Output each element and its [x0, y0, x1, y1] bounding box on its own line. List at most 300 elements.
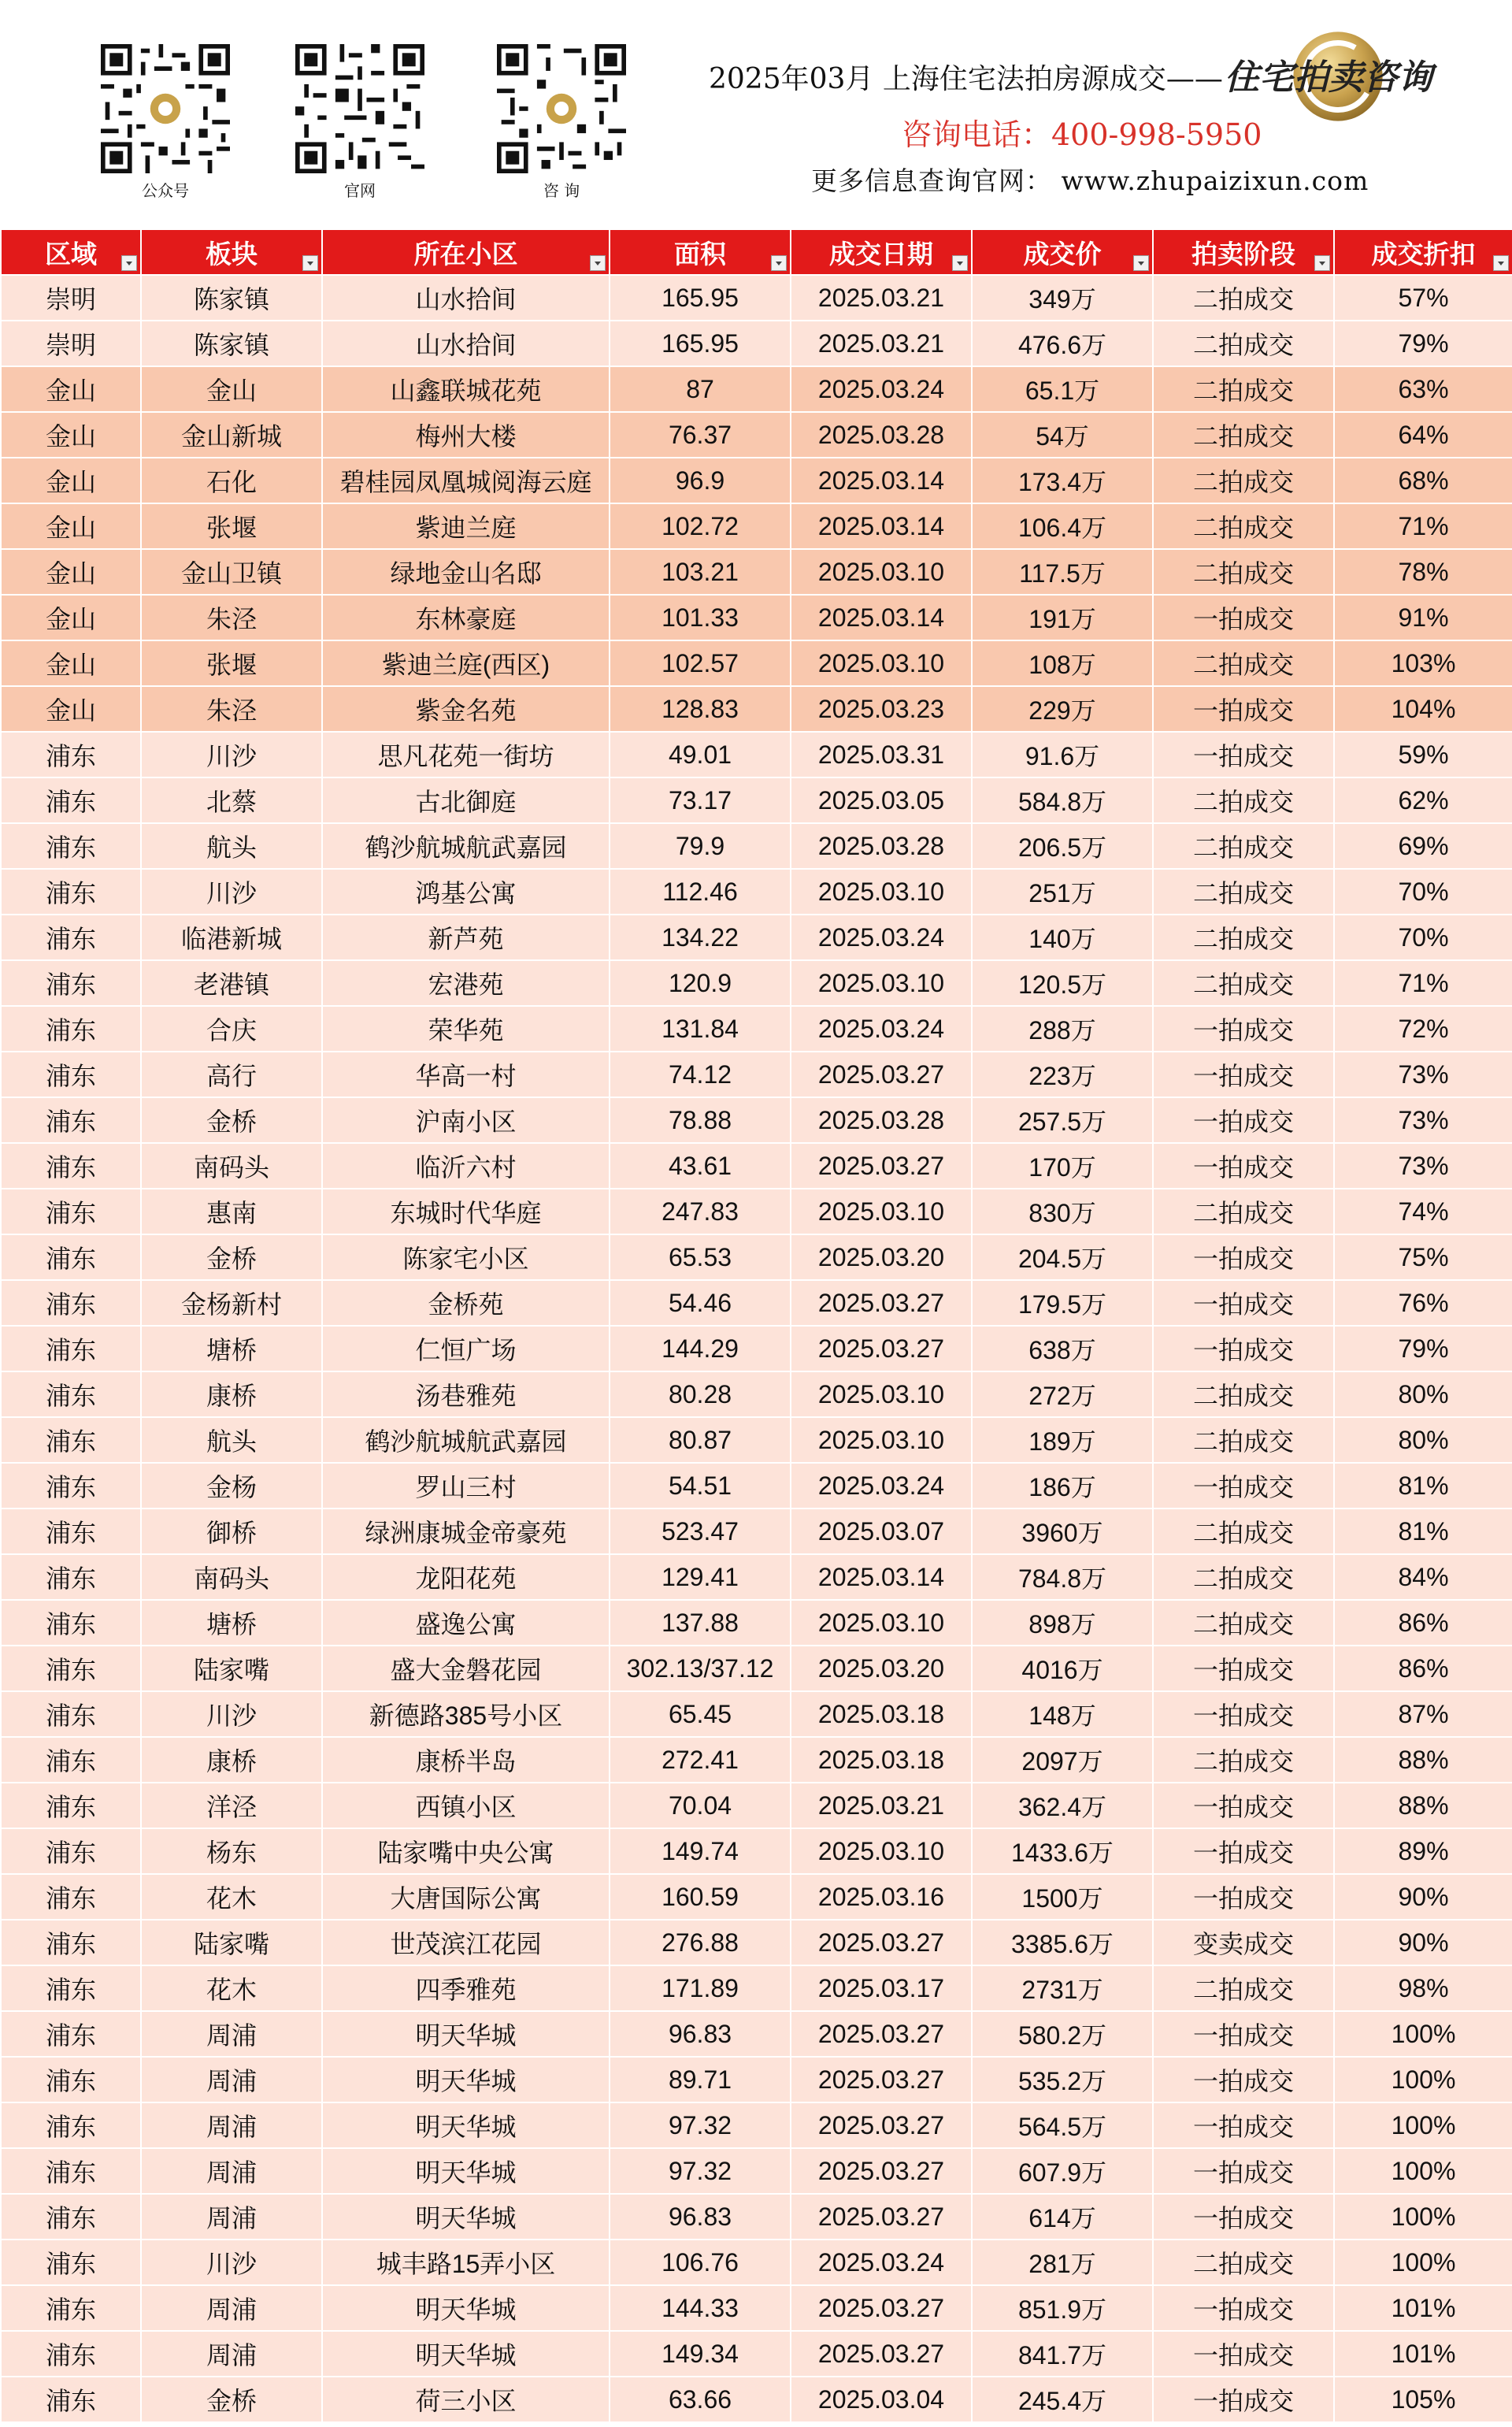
cell-size: 74.12 — [610, 1052, 791, 1097]
cell-area: 周浦 — [141, 2148, 322, 2194]
cell-area: 御桥 — [141, 1509, 322, 1554]
cell-stage: 一拍成交 — [1153, 686, 1334, 732]
cell-price: 189万 — [972, 1417, 1153, 1463]
cell-discount: 86% — [1334, 1646, 1512, 1691]
cell-size: 80.87 — [610, 1417, 791, 1463]
table-row — [1, 1737, 1512, 1783]
cell-size: 128.83 — [610, 686, 791, 732]
cell-community: 紫迪兰庭 — [322, 503, 610, 549]
cell-price: 204.5万 — [972, 1234, 1153, 1280]
cell-size: 131.84 — [610, 1006, 791, 1052]
cell-area: 塘桥 — [141, 1600, 322, 1646]
cell-date: 2025.03.28 — [791, 823, 972, 869]
column-header-district[interactable]: 区域 — [1, 229, 141, 275]
cell-community: 华高一村 — [322, 1052, 610, 1097]
filter-dropdown-icon[interactable] — [1314, 255, 1330, 271]
cell-community: 绿地金山名邸 — [322, 549, 610, 595]
consult-phone: 咨询电话：400-998-5950 — [902, 117, 1262, 152]
cell-size: 73.17 — [610, 777, 791, 823]
cell-size: 97.32 — [610, 2102, 791, 2148]
cell-size: 103.21 — [610, 549, 791, 595]
cell-discount: 105% — [1334, 2377, 1512, 2422]
table-row — [1, 1600, 1512, 1646]
table-row — [1, 732, 1512, 777]
cell-size: 112.46 — [610, 869, 791, 915]
cell-price: 257.5万 — [972, 1097, 1153, 1143]
cell-district: 金山 — [1, 503, 141, 549]
cell-district: 浦东 — [1, 1143, 141, 1189]
cell-price: 1433.6万 — [972, 1828, 1153, 1874]
cell-community: 康桥半岛 — [322, 1737, 610, 1783]
cell-district: 浦东 — [1, 1189, 141, 1234]
page-header — [0, 0, 1512, 227]
cell-discount: 71% — [1334, 503, 1512, 549]
cell-price: 841.7万 — [972, 2331, 1153, 2377]
table-row — [1, 823, 1512, 869]
cell-discount: 73% — [1334, 1143, 1512, 1189]
cell-community: 四季雅苑 — [322, 1965, 610, 2011]
cell-price: 349万 — [972, 275, 1153, 321]
cell-area: 金山卫镇 — [141, 549, 322, 595]
cell-size: 78.88 — [610, 1097, 791, 1143]
cell-date: 2025.03.27 — [791, 1280, 972, 1326]
cell-community: 沪南小区 — [322, 1097, 610, 1143]
cell-price: 638万 — [972, 1326, 1153, 1371]
cell-size: 87 — [610, 366, 791, 412]
cell-size: 49.01 — [610, 732, 791, 777]
cell-size: 70.04 — [610, 1783, 791, 1828]
table-row — [1, 1143, 1512, 1189]
table-row — [1, 1509, 1512, 1554]
column-header-area[interactable]: 板块 — [141, 229, 322, 275]
cell-community: 明天华城 — [322, 2148, 610, 2194]
cell-size: 149.74 — [610, 1828, 791, 1874]
cell-community: 荣华苑 — [322, 1006, 610, 1052]
cell-area: 老港镇 — [141, 960, 322, 1006]
filter-dropdown-icon[interactable] — [771, 255, 787, 271]
cell-stage: 二拍成交 — [1153, 549, 1334, 595]
cell-district: 浦东 — [1, 1326, 141, 1371]
cell-area: 周浦 — [141, 2194, 322, 2240]
cell-area: 陈家镇 — [141, 321, 322, 366]
cell-district: 浦东 — [1, 1554, 141, 1600]
column-header-size[interactable]: 面积 — [610, 229, 791, 275]
cell-stage: 二拍成交 — [1153, 823, 1334, 869]
cell-price: 120.5万 — [972, 960, 1153, 1006]
cell-date: 2025.03.10 — [791, 1828, 972, 1874]
table-row — [1, 1920, 1512, 1965]
filter-dropdown-icon[interactable] — [1493, 255, 1509, 271]
cell-date: 2025.03.10 — [791, 1600, 972, 1646]
cell-price: 108万 — [972, 640, 1153, 686]
table-row — [1, 1189, 1512, 1234]
cell-date: 2025.03.21 — [791, 321, 972, 366]
table-row — [1, 2194, 1512, 2240]
cell-discount: 68% — [1334, 458, 1512, 503]
cell-area: 康桥 — [141, 1737, 322, 1783]
cell-discount: 72% — [1334, 1006, 1512, 1052]
cell-stage: 一拍成交 — [1153, 2011, 1334, 2057]
qr-block-wechat — [98, 44, 232, 201]
cell-district: 浦东 — [1, 1920, 141, 1965]
cell-community: 罗山三村 — [322, 1463, 610, 1509]
cell-area: 洋泾 — [141, 1783, 322, 1828]
cell-district: 浦东 — [1, 2011, 141, 2057]
cell-size: 134.22 — [610, 915, 791, 960]
filter-dropdown-icon[interactable] — [1133, 255, 1149, 271]
cell-date: 2025.03.21 — [791, 1783, 972, 1828]
table-row — [1, 275, 1512, 321]
cell-district: 浦东 — [1, 2102, 141, 2148]
cell-stage: 一拍成交 — [1153, 2285, 1334, 2331]
filter-dropdown-icon[interactable] — [302, 255, 318, 271]
cell-stage: 二拍成交 — [1153, 1737, 1334, 1783]
cell-date: 2025.03.27 — [791, 1143, 972, 1189]
cell-area: 金杨新村 — [141, 1280, 322, 1326]
cell-stage: 一拍成交 — [1153, 1463, 1334, 1509]
cell-price: 1500万 — [972, 1874, 1153, 1920]
cell-price: 4016万 — [972, 1646, 1153, 1691]
cell-date: 2025.03.20 — [791, 1234, 972, 1280]
column-header-discount[interactable]: 成交折扣 — [1334, 229, 1512, 275]
cell-discount: 80% — [1334, 1417, 1512, 1463]
cell-area: 合庆 — [141, 1006, 322, 1052]
cell-area: 川沙 — [141, 1691, 322, 1737]
cell-discount: 103% — [1334, 640, 1512, 686]
cell-community: 盛大金磐花园 — [322, 1646, 610, 1691]
cell-size: 165.95 — [610, 275, 791, 321]
filter-dropdown-icon[interactable] — [952, 255, 968, 271]
cell-size: 96.9 — [610, 458, 791, 503]
cell-price: 148万 — [972, 1691, 1153, 1737]
cell-stage: 一拍成交 — [1153, 2377, 1334, 2422]
cell-price: 223万 — [972, 1052, 1153, 1097]
table-row — [1, 595, 1512, 640]
cell-price: 830万 — [972, 1189, 1153, 1234]
cell-area: 临港新城 — [141, 915, 322, 960]
page-title: 2025年03月 上海住宅法拍房源成交—— — [709, 63, 1223, 95]
cell-area: 金桥 — [141, 2377, 322, 2422]
cell-date: 2025.03.10 — [791, 549, 972, 595]
cell-community: 城丰路15弄小区 — [322, 2240, 610, 2285]
cell-size: 79.9 — [610, 823, 791, 869]
cell-price: 65.1万 — [972, 366, 1153, 412]
cell-community: 陆家嘴中央公寓 — [322, 1828, 610, 1874]
cell-area: 杨东 — [141, 1828, 322, 1874]
cell-stage: 一拍成交 — [1153, 1006, 1334, 1052]
cell-discount: 86% — [1334, 1600, 1512, 1646]
table-row — [1, 503, 1512, 549]
cell-price: 2097万 — [972, 1737, 1153, 1783]
cell-price: 580.2万 — [972, 2011, 1153, 2057]
cell-stage: 二拍成交 — [1153, 1417, 1334, 1463]
cell-price: 476.6万 — [972, 321, 1153, 366]
cell-discount: 91% — [1334, 595, 1512, 640]
cell-discount: 89% — [1334, 1828, 1512, 1874]
cell-discount: 100% — [1334, 2057, 1512, 2102]
cell-price: 117.5万 — [972, 549, 1153, 595]
cell-stage: 一拍成交 — [1153, 1646, 1334, 1691]
cell-discount: 81% — [1334, 1463, 1512, 1509]
cell-size: 120.9 — [610, 960, 791, 1006]
cell-district: 金山 — [1, 366, 141, 412]
cell-district: 浦东 — [1, 915, 141, 960]
qr-label: 公众号 — [142, 181, 189, 200]
qr-block-consult — [495, 44, 628, 201]
table-row — [1, 1280, 1512, 1326]
cell-discount: 80% — [1334, 1371, 1512, 1417]
cell-price: 206.5万 — [972, 823, 1153, 869]
cell-area: 陈家镇 — [141, 275, 322, 321]
cell-stage: 一拍成交 — [1153, 2057, 1334, 2102]
cell-date: 2025.03.07 — [791, 1509, 972, 1554]
cell-discount: 101% — [1334, 2331, 1512, 2377]
table-row — [1, 2285, 1512, 2331]
table-row — [1, 458, 1512, 503]
cell-community: 大唐国际公寓 — [322, 1874, 610, 1920]
cell-district: 浦东 — [1, 2377, 141, 2422]
column-header-price[interactable]: 成交价 — [972, 229, 1153, 275]
cell-district: 浦东 — [1, 1371, 141, 1417]
cell-date: 2025.03.14 — [791, 458, 972, 503]
table-row — [1, 2331, 1512, 2377]
cell-date: 2025.03.31 — [791, 732, 972, 777]
cell-date: 2025.03.21 — [791, 275, 972, 321]
cell-date: 2025.03.24 — [791, 1463, 972, 1509]
cell-community: 明天华城 — [322, 2194, 610, 2240]
cell-date: 2025.03.17 — [791, 1965, 972, 2011]
cell-price: 272万 — [972, 1371, 1153, 1417]
cell-community: 宏港苑 — [322, 960, 610, 1006]
cell-district: 浦东 — [1, 1874, 141, 1920]
cell-district: 浦东 — [1, 960, 141, 1006]
cell-stage: 一拍成交 — [1153, 732, 1334, 777]
cell-date: 2025.03.14 — [791, 503, 972, 549]
table-row — [1, 1052, 1512, 1097]
qr-label: 官网 — [344, 181, 376, 200]
cell-date: 2025.03.18 — [791, 1737, 972, 1783]
cell-date: 2025.03.28 — [791, 1097, 972, 1143]
cell-price: 91.6万 — [972, 732, 1153, 777]
cell-stage: 一拍成交 — [1153, 1143, 1334, 1189]
cell-area: 石化 — [141, 458, 322, 503]
filter-dropdown-icon[interactable] — [121, 255, 137, 271]
cell-district: 浦东 — [1, 823, 141, 869]
cell-discount: 59% — [1334, 732, 1512, 777]
cell-stage: 一拍成交 — [1153, 1280, 1334, 1326]
cell-price: 362.4万 — [972, 1783, 1153, 1828]
cell-size: 106.76 — [610, 2240, 791, 2285]
cell-area: 陆家嘴 — [141, 1646, 322, 1691]
cell-price: 3385.6万 — [972, 1920, 1153, 1965]
cell-date: 2025.03.20 — [791, 1646, 972, 1691]
cell-stage: 二拍成交 — [1153, 275, 1334, 321]
cell-area: 川沙 — [141, 2240, 322, 2285]
cell-date: 2025.03.27 — [791, 1920, 972, 1965]
cell-area: 朱泾 — [141, 686, 322, 732]
cell-price: 251万 — [972, 869, 1153, 915]
cell-stage: 一拍成交 — [1153, 1828, 1334, 1874]
cell-date: 2025.03.24 — [791, 915, 972, 960]
cell-community: 东林豪庭 — [322, 595, 610, 640]
cell-discount: 88% — [1334, 1783, 1512, 1828]
cell-stage: 一拍成交 — [1153, 1326, 1334, 1371]
cell-discount: 76% — [1334, 1280, 1512, 1326]
cell-size: 96.83 — [610, 2011, 791, 2057]
cell-date: 2025.03.18 — [791, 1691, 972, 1737]
table-row — [1, 1554, 1512, 1600]
cell-stage: 二拍成交 — [1153, 366, 1334, 412]
cell-area: 南码头 — [141, 1554, 322, 1600]
cell-stage: 一拍成交 — [1153, 1097, 1334, 1143]
cell-district: 浦东 — [1, 1600, 141, 1646]
cell-price: 245.4万 — [972, 2377, 1153, 2422]
table-row — [1, 321, 1512, 366]
cell-district: 浦东 — [1, 2148, 141, 2194]
table-row — [1, 2240, 1512, 2285]
cell-community: 明天华城 — [322, 2331, 610, 2377]
cell-stage: 一拍成交 — [1153, 1874, 1334, 1920]
cell-community: 思凡花苑一街坊 — [322, 732, 610, 777]
column-header-community[interactable]: 所在小区 — [322, 229, 610, 275]
cell-community: 鹤沙航城航武嘉园 — [322, 823, 610, 869]
cell-discount: 70% — [1334, 869, 1512, 915]
cell-community: 古北御庭 — [322, 777, 610, 823]
cell-size: 96.83 — [610, 2194, 791, 2240]
cell-size: 302.13/37.12 — [610, 1646, 791, 1691]
cell-area: 南码头 — [141, 1143, 322, 1189]
cell-discount: 100% — [1334, 2240, 1512, 2285]
cell-community: 东城时代华庭 — [322, 1189, 610, 1234]
cell-district: 浦东 — [1, 1783, 141, 1828]
cell-stage: 二拍成交 — [1153, 777, 1334, 823]
cell-date: 2025.03.27 — [791, 2285, 972, 2331]
cell-size: 137.88 — [610, 1600, 791, 1646]
cell-area: 川沙 — [141, 869, 322, 915]
qr-code-icon[interactable] — [101, 44, 230, 173]
cell-area: 北蔡 — [141, 777, 322, 823]
cell-community: 明天华城 — [322, 2285, 610, 2331]
cell-district: 金山 — [1, 686, 141, 732]
column-header-date[interactable]: 成交日期 — [791, 229, 972, 275]
cell-community: 碧桂园凤凰城阅海云庭 — [322, 458, 610, 503]
cell-community: 鸿基公寓 — [322, 869, 610, 915]
cell-discount: 88% — [1334, 1737, 1512, 1783]
brand-name: 住宅拍卖咨询 — [1225, 58, 1432, 98]
cell-stage: 二拍成交 — [1153, 1554, 1334, 1600]
cell-size: 63.66 — [610, 2377, 791, 2422]
cell-price: 281万 — [972, 2240, 1153, 2285]
cell-district: 浦东 — [1, 1234, 141, 1280]
cell-district: 浦东 — [1, 1828, 141, 1874]
filter-dropdown-icon[interactable] — [590, 255, 606, 271]
cell-stage: 一拍成交 — [1153, 1783, 1334, 1828]
cell-size: 160.59 — [610, 1874, 791, 1920]
cell-date: 2025.03.28 — [791, 412, 972, 458]
cell-discount: 100% — [1334, 2102, 1512, 2148]
table-row — [1, 1326, 1512, 1371]
table-row — [1, 1417, 1512, 1463]
cell-area: 陆家嘴 — [141, 1920, 322, 1965]
table-row — [1, 960, 1512, 1006]
column-header-stage[interactable]: 拍卖阶段 — [1153, 229, 1334, 275]
cell-discount: 90% — [1334, 1920, 1512, 1965]
cell-discount: 64% — [1334, 412, 1512, 458]
cell-stage: 一拍成交 — [1153, 1052, 1334, 1097]
cell-date: 2025.03.27 — [791, 2148, 972, 2194]
cell-price: 535.2万 — [972, 2057, 1153, 2102]
cell-stage: 变卖成交 — [1153, 1920, 1334, 1965]
cell-community: 山水拾间 — [322, 275, 610, 321]
cell-community: 西镇小区 — [322, 1783, 610, 1828]
cell-date: 2025.03.04 — [791, 2377, 972, 2422]
cell-community: 鹤沙航城航武嘉园 — [322, 1417, 610, 1463]
cell-date: 2025.03.27 — [791, 2331, 972, 2377]
cell-area: 航头 — [141, 823, 322, 869]
cell-community: 盛逸公寓 — [322, 1600, 610, 1646]
cell-price: 140万 — [972, 915, 1153, 960]
cell-date: 2025.03.10 — [791, 1417, 972, 1463]
cell-community: 紫金名苑 — [322, 686, 610, 732]
cell-size: 101.33 — [610, 595, 791, 640]
cell-area: 航头 — [141, 1417, 322, 1463]
cell-district: 浦东 — [1, 732, 141, 777]
cell-price: 584.8万 — [972, 777, 1153, 823]
table-row — [1, 1097, 1512, 1143]
cell-size: 80.28 — [610, 1371, 791, 1417]
cell-size: 247.83 — [610, 1189, 791, 1234]
cell-discount: 81% — [1334, 1509, 1512, 1554]
cell-area: 周浦 — [141, 2331, 322, 2377]
cell-price: 564.5万 — [972, 2102, 1153, 2148]
cell-district: 浦东 — [1, 1691, 141, 1737]
cell-size: 144.29 — [610, 1326, 791, 1371]
cell-stage: 一拍成交 — [1153, 2102, 1334, 2148]
cell-date: 2025.03.10 — [791, 1371, 972, 1417]
cell-district: 金山 — [1, 412, 141, 458]
table-row — [1, 2011, 1512, 2057]
cell-discount: 79% — [1334, 321, 1512, 366]
cell-community: 紫迪兰庭(西区) — [322, 640, 610, 686]
cell-community: 山鑫联城花苑 — [322, 366, 610, 412]
cell-district: 崇明 — [1, 321, 141, 366]
qr-code-icon[interactable] — [295, 44, 424, 173]
table-row — [1, 1646, 1512, 1691]
cell-size: 54.51 — [610, 1463, 791, 1509]
cell-discount: 100% — [1334, 2148, 1512, 2194]
cell-discount: 75% — [1334, 1234, 1512, 1280]
cell-price: 607.9万 — [972, 2148, 1153, 2194]
cell-date: 2025.03.27 — [791, 1326, 972, 1371]
cell-discount: 70% — [1334, 915, 1512, 960]
cell-discount: 73% — [1334, 1052, 1512, 1097]
table-row — [1, 1234, 1512, 1280]
cell-area: 金桥 — [141, 1234, 322, 1280]
cell-stage: 一拍成交 — [1153, 595, 1334, 640]
cell-stage: 二拍成交 — [1153, 640, 1334, 686]
cell-size: 523.47 — [610, 1509, 791, 1554]
cell-community: 新芦苑 — [322, 915, 610, 960]
cell-date: 2025.03.27 — [791, 2011, 972, 2057]
table-row — [1, 1371, 1512, 1417]
cell-discount: 74% — [1334, 1189, 1512, 1234]
cell-discount: 57% — [1334, 275, 1512, 321]
cell-stage: 二拍成交 — [1153, 321, 1334, 366]
cell-area: 金山新城 — [141, 412, 322, 458]
cell-community: 汤巷雅苑 — [322, 1371, 610, 1417]
qr-code-icon[interactable] — [497, 44, 626, 173]
table-body — [1, 275, 1512, 2422]
